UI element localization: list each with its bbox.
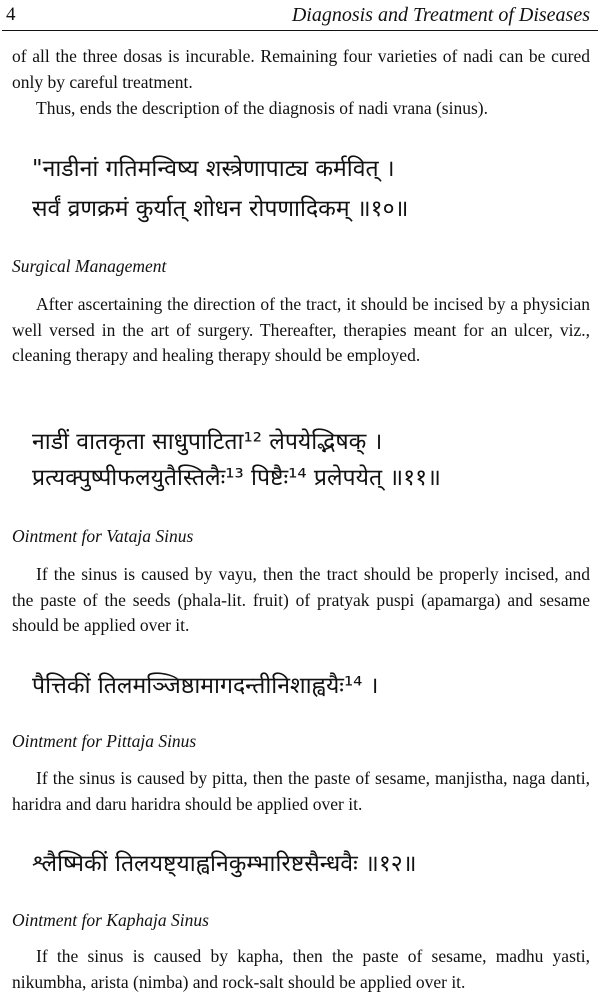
paragraph-pittaja: If the sinus is caused by pitta, then the paste of sesame, manjistha, naga danti, haridra and daru haridra should be applied over it. xyxy=(12,768,590,814)
heading-pittaja-sinus: Ointment for Pittaja Sinus xyxy=(12,731,197,751)
paragraph-end-diagnosis: Thus, ends the description of the diagnosis of nadi vrana (sinus). xyxy=(36,98,488,118)
header-rule xyxy=(2,30,598,31)
paragraph-dosas: of all the three dosas is incurable. Remaining four varieties of nadi can be cured only by careful treatment. xyxy=(12,46,590,92)
heading-kaphaja-sinus: Ointment for Kaphaja Sinus xyxy=(12,910,209,930)
heading-vataja-sinus: Ointment for Vataja Sinus xyxy=(12,526,194,546)
verse-11-line-1: नाडीं वातकृता साधुपाटिता¹² लेपयेद्भिषक् । xyxy=(32,429,383,455)
verse-10-line-1: "नाडीनां गतिमन्विष्य शस्त्रेणापाट्य कर्मवित् । xyxy=(32,156,395,182)
paragraph-surgical: After ascertaining the direction of the tract, it should be incised by a physician well versed in the art of surgery. Thereafter, therapies meant for an ulcer, viz., cleaning therapy and healing therapy should be employed. xyxy=(12,294,590,365)
verse-pittaja: पैत्तिकीं तिलमञ्जिष्ठामागदन्तीनिशाह्वयैः¹⁴ । xyxy=(32,673,379,699)
verse-10-line-2: सर्वं व्रणक्रमं कुर्यात् शोधन रोपणादिकम् ॥१०॥ xyxy=(32,196,409,222)
running-title: Diagnosis and Treatment of Diseases xyxy=(291,4,590,26)
paragraph-vataja: If the sinus is caused by vayu, then the tract should be properly incised, and the paste of the seeds (phala-lit. fruit) of pratyak puspi (apamarga) and sesame should be applied over it. xyxy=(12,564,590,635)
heading-surgical-management: Surgical Management xyxy=(12,256,167,276)
page-number: 4 xyxy=(6,4,16,25)
paragraph-kaphaja: If the sinus is caused by kapha, then the paste of sesame, madhu yasti, nikumbha, arista (nimba) and rock-salt should be applied over it. xyxy=(12,946,590,992)
verse-11-line-2: प्रत्यक्पुष्पीफलयुतैस्तिलैः¹³ पिष्टैः¹⁴ प्रलेपयेत् ॥११॥ xyxy=(32,465,441,491)
verse-12: श्लैष्मिकीं तिलयष्ट्याह्वनिकुम्भारिष्टसैन्धवैः ॥१२॥ xyxy=(32,851,417,877)
running-header xyxy=(6,2,590,28)
